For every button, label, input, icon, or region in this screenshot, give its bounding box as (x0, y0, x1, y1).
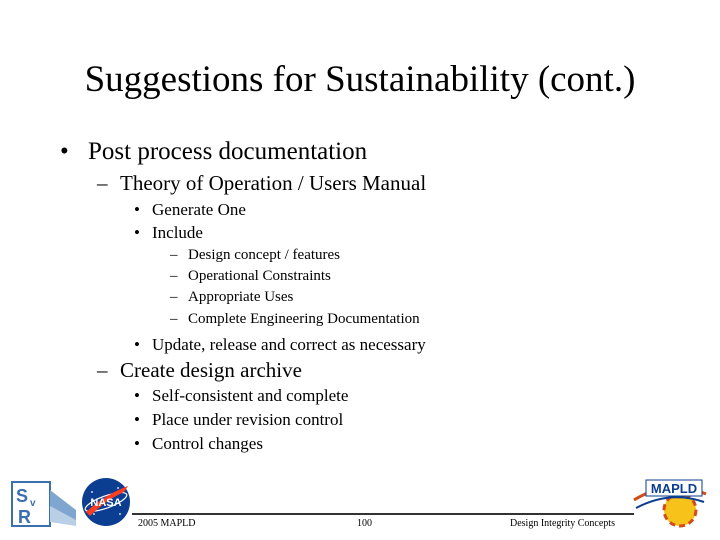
footer-divider (132, 513, 634, 515)
svg-text:S: S (16, 486, 29, 506)
bullet-operational-constraints: Operational Constraints (188, 268, 331, 284)
bullet-post-process-documentation: Post process documentation (88, 138, 368, 165)
svg-text:v: v (30, 498, 36, 509)
bullet-complete-engineering-documentation: Complete Engineering Documentation (188, 311, 420, 327)
dash-marker: – (97, 358, 108, 382)
nasa-logo (80, 476, 132, 528)
footer-left-text: 2005 MAPLD (138, 518, 196, 529)
bullet-marker: • (134, 335, 140, 354)
bullet-marker: • (134, 410, 140, 429)
bullet-design-concept: Design concept / features (188, 247, 341, 263)
bullet-control-changes: Control changes (152, 434, 263, 453)
slide-title: Suggestions for Sustainability (cont.) (84, 59, 636, 100)
footer-page-number: 100 (357, 518, 372, 529)
bullet-revision-control: Place under revision control (152, 410, 344, 429)
dash-marker: – (170, 247, 178, 263)
bullet-marker: • (134, 200, 140, 219)
bullet-marker: • (60, 138, 69, 165)
bullet-self-consistent: Self-consistent and complete (152, 386, 349, 405)
svg-text:MAPLD: MAPLD (650, 481, 698, 496)
footer-right-text: Design Integrity Concepts (510, 518, 615, 529)
dash-marker: – (170, 289, 178, 305)
bullet-marker: • (134, 223, 140, 242)
bullet-appropriate-uses: Appropriate Uses (188, 289, 294, 305)
mapld-logo (630, 470, 710, 532)
svg-text:NASA: NASA (90, 497, 122, 509)
svg-text:R: R (18, 507, 31, 527)
bullet-generate-one: Generate One (152, 200, 246, 219)
bullet-marker: • (134, 386, 140, 405)
dash-marker: – (170, 311, 178, 327)
bullet-include: Include (152, 223, 203, 242)
bullet-marker: • (134, 434, 140, 453)
dash-marker: – (97, 171, 108, 195)
svr-logo (10, 480, 78, 528)
dash-marker: – (170, 268, 178, 284)
bullet-update-release-correct: Update, release and correct as necessary (152, 335, 426, 354)
bullet-create-design-archive: Create design archive (120, 358, 302, 382)
bullet-theory-of-operation: Theory of Operation / Users Manual (120, 171, 427, 195)
